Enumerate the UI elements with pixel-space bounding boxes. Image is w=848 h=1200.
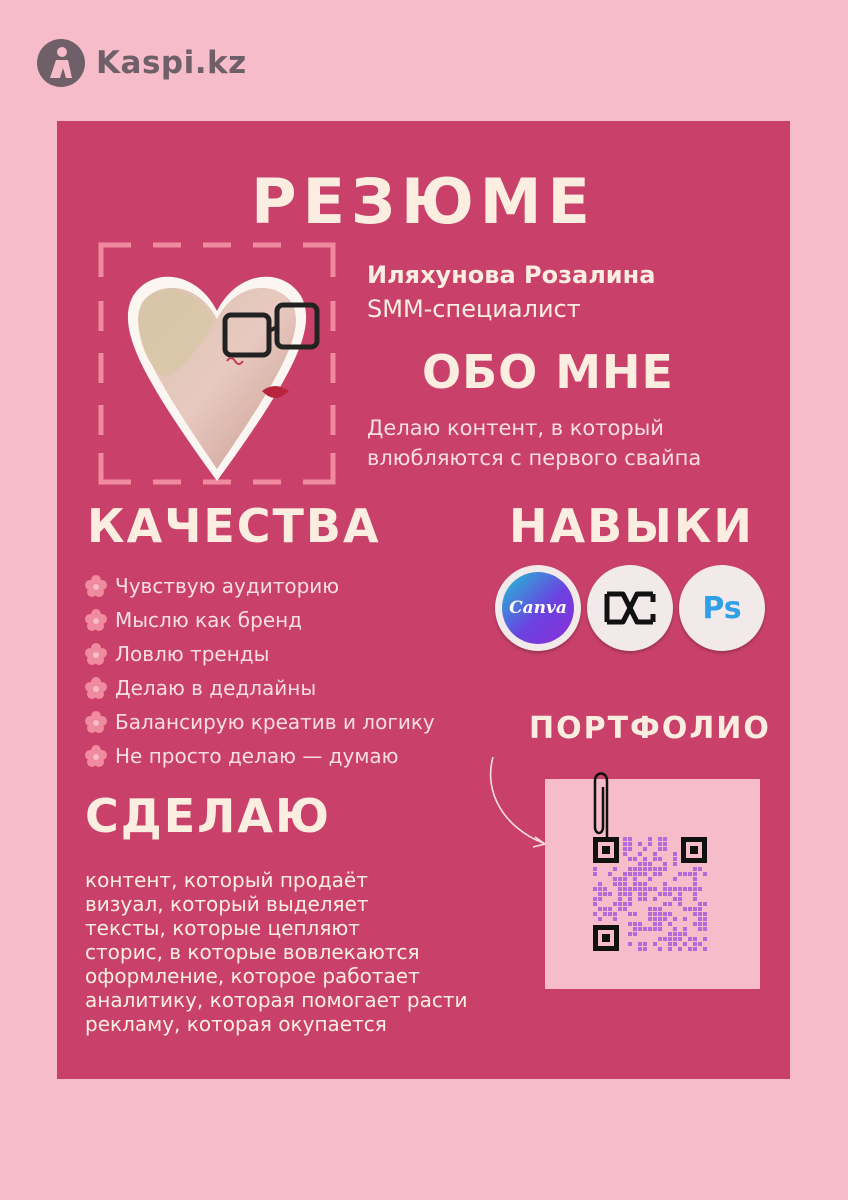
qr-module [598,892,602,896]
heart-photo-icon [97,241,337,486]
qr-module [633,857,637,861]
qr-module [593,912,597,916]
qr-module [668,892,672,896]
qr-module [693,947,697,951]
flower-icon [85,643,107,665]
brand [36,38,247,88]
qr-module [653,887,657,891]
qr-module [683,917,687,921]
qr-module [663,892,667,896]
list-item [85,705,435,739]
qr-module [643,862,647,866]
qr-module [688,887,692,891]
qr-module [653,867,657,871]
qr-code-icon[interactable] [545,779,760,989]
resume-poster [57,121,790,1079]
qr-module [643,847,647,851]
qr-module [688,907,692,911]
qr-module [683,907,687,911]
do-title: СДЕЛАЮ [85,789,331,843]
qr-module [703,927,707,931]
qr-module [693,937,697,941]
qr-module [693,877,697,881]
qr-module [663,842,667,846]
qr-module [593,897,597,901]
qr-module [633,887,637,891]
qr-module [683,887,687,891]
qr-module [613,902,617,906]
qr-module [683,927,687,931]
qr-module [653,857,657,861]
qr-module [678,872,682,876]
qr-module [623,887,627,891]
qr-module [623,837,627,841]
qr-module [638,872,642,876]
qr-module [598,907,602,911]
qr-module [613,917,617,921]
qr-module [623,847,627,851]
qr-module [643,947,647,951]
qr-module [618,882,622,886]
qr-module [703,922,707,926]
qr-module [623,882,627,886]
qr-module [663,867,667,871]
flower-icon [85,711,107,733]
qr-module [678,897,682,901]
qr-module [663,882,667,886]
qr-module [703,902,707,906]
qr-module [648,867,652,871]
qr-module [663,912,667,916]
flower-icon [85,609,107,631]
qr-module [603,912,607,916]
qr-module [633,872,637,876]
qr-module [628,942,632,946]
qr-module [638,887,642,891]
qr-module [658,872,662,876]
quality-label: Чувствую аудиторию [115,574,340,598]
qr-module [653,942,657,946]
do-list [85,868,468,1036]
qr-module [693,867,697,871]
qr-module [698,922,702,926]
flower-icon [85,575,107,597]
qr-module [628,902,632,906]
qr-module [663,847,667,851]
qr-module [618,877,622,881]
qr-module [628,897,632,901]
qr-module [653,917,657,921]
qr-module [643,887,647,891]
qr-module [608,912,612,916]
list-item [85,671,435,705]
about-title: ОБО МНЕ [422,345,674,399]
resume-title: РЕЗЮМЕ [251,165,596,238]
qr-module [593,887,597,891]
qr-module [613,882,617,886]
qr-module [698,942,702,946]
capcut-icon [587,565,673,651]
qr-module [663,862,667,866]
qr-module [673,862,677,866]
qr-module [618,887,622,891]
about-text: Делаю контент, в который влюбляются с первого свайпа [367,416,702,470]
qr-module [638,867,642,871]
qr-module [693,872,697,876]
qr-module [638,892,642,896]
qr-module [703,947,707,951]
qr-module [688,947,692,951]
qr-module [693,882,697,886]
qr-module [658,837,662,841]
ps-label: Ps [702,590,742,626]
qr-module [593,867,597,871]
qr-module [693,907,697,911]
qr-module [633,912,637,916]
qr-module [638,947,642,951]
qr-module [643,882,647,886]
qr-module [673,877,677,881]
qr-module [643,867,647,871]
qr-module [698,907,702,911]
qr-module [683,872,687,876]
qr-module [618,892,622,896]
qr-module [613,912,617,916]
list-item: сторис, в которые вовлекаются [85,940,420,964]
qr-module [633,932,637,936]
list-item [85,739,435,773]
qr-module [673,942,677,946]
qr-module [678,902,682,906]
qr-module [693,892,697,896]
qr-module [673,917,677,921]
qr-module [603,892,607,896]
qr-module [608,892,612,896]
qr-module [658,847,662,851]
qr-module [658,947,662,951]
qr-module [633,927,637,931]
quality-label: Балансирую креатив и логику [115,710,435,734]
qr-module [658,937,662,941]
qr-module [653,922,657,926]
qr-module [648,887,652,891]
list-item: аналитику, которая помогает расти [85,988,468,1012]
qr-module [608,872,612,876]
photoshop-icon [679,565,765,651]
qr-module [598,882,602,886]
qr-module [648,927,652,931]
qr-module [628,912,632,916]
qr-module [643,872,647,876]
qr-module [618,897,622,901]
qr-module [688,872,692,876]
qr-module [648,877,652,881]
capcut-glyph [603,588,657,628]
qr-module [623,902,627,906]
qr-module [623,852,627,856]
qr-module [608,907,612,911]
qr-module [648,837,652,841]
qr-module [648,907,652,911]
qr-module [668,942,672,946]
qr-module [643,942,647,946]
qr-module [663,837,667,841]
qr-module [673,852,677,856]
list-item [85,603,435,637]
flower-icon [85,677,107,699]
qr-module [613,867,617,871]
qr-module [678,947,682,951]
qr-module [703,872,707,876]
qr-module [698,887,702,891]
qr-module [658,912,662,916]
qr-module [668,887,672,891]
list-item [85,637,435,671]
qr-module [673,857,677,861]
qr-module [658,842,662,846]
qr-module [613,877,617,881]
qr-module [628,842,632,846]
qr-module [638,882,642,886]
qr-module [673,937,677,941]
qr-module [658,867,662,871]
qr-module [628,867,632,871]
qr-module [648,917,652,921]
list-item [85,569,435,603]
qr-module [633,877,637,881]
qr-module [653,907,657,911]
qr-module [618,907,622,911]
qr-module [658,892,662,896]
qr-module [673,932,677,936]
qr-module [643,927,647,931]
candidate-role: SMM-специалист [367,295,581,323]
qr-module [703,937,707,941]
qr-module [673,897,677,901]
qr-module [628,837,632,841]
qr-module [593,902,597,906]
qr-module [673,927,677,931]
qr-module [628,892,632,896]
paperclip-icon [589,767,621,843]
qr-module [658,922,662,926]
qr-module [618,902,622,906]
qr-module [623,877,627,881]
qr-module [698,867,702,871]
qr-module [633,867,637,871]
qr-module [693,942,697,946]
portfolio-title: ПОРТФОЛИО [529,711,771,746]
qr-module [653,912,657,916]
qr-module [628,857,632,861]
qr-module [638,922,642,926]
skills-title: НАВЫКИ [509,499,754,553]
qr-module [653,872,657,876]
qr-module [623,842,627,846]
qr-module [658,907,662,911]
qr-module [623,907,627,911]
qr-module [653,852,657,856]
candidate-name: Иляхунова Розалина [367,261,656,289]
qr-module [648,842,652,846]
qr-module [628,872,632,876]
qr-module [668,912,672,916]
qr-module [638,942,642,946]
list-item: рекламу, которая окупается [85,1012,387,1036]
qr-module [658,927,662,931]
qr-module [693,922,697,926]
qr-module [703,917,707,921]
flower-icon [85,745,107,767]
qr-module [648,912,652,916]
list-item: контент, который продаёт [85,868,368,892]
qr-module [678,892,682,896]
qr-module [643,897,647,901]
qr-module [668,922,672,926]
qr-module [653,927,657,931]
qr-module [628,847,632,851]
qr-module [628,887,632,891]
qr-module [693,887,697,891]
qr-card[interactable] [545,779,760,989]
qr-module [628,932,632,936]
qr-module [678,937,682,941]
qr-module [703,912,707,916]
qr-module [698,912,702,916]
qr-module [593,872,597,876]
qr-module [698,927,702,931]
qr-module [638,862,642,866]
qr-module [663,937,667,941]
qr-module [598,887,602,891]
qr-module [648,862,652,866]
kaspi-logo-icon [36,38,86,88]
qr-module [598,917,602,921]
qr-module [603,907,607,911]
qr-module [678,932,682,936]
qr-module [653,897,657,901]
qr-module [638,842,642,846]
canva-label: Canva [502,572,574,644]
qr-module [638,927,642,931]
qr-module [683,932,687,936]
quality-label: Мыслю как бренд [115,608,303,632]
qr-module [628,922,632,926]
qr-module [658,857,662,861]
qr-module [683,942,687,946]
qr-module [633,922,637,926]
list-item: тексты, которые цепляют [85,916,360,940]
qr-module [688,937,692,941]
qr-module [668,902,672,906]
qr-module [698,917,702,921]
skills-icons [495,565,765,651]
qr-module [668,947,672,951]
qr-module [643,892,647,896]
list-item: оформление, которое работает [85,964,420,988]
qr-module [663,917,667,921]
qr-module [658,917,662,921]
qr-module [598,897,602,901]
qr-module [693,897,697,901]
qr-module [663,887,667,891]
qr-module [603,887,607,891]
quality-label: Ловлю тренды [115,642,270,666]
qr-module [623,872,627,876]
qr-module [668,932,672,936]
qr-module [663,902,667,906]
qr-module [638,897,642,901]
qr-module [633,882,637,886]
quality-label: Не просто делаю — думаю [115,744,399,768]
qualities-list [85,569,435,773]
brand-name: Kaspi.kz [96,45,247,81]
qr-module [623,892,627,896]
qr-module [638,852,642,856]
qr-module [693,912,697,916]
qr-module [673,887,677,891]
qr-module [698,902,702,906]
qr-module [678,887,682,891]
qr-module [668,937,672,941]
canva-icon [495,565,581,651]
qr-module [643,857,647,861]
quality-label: Делаю в дедлайны [115,676,317,700]
list-item: визуал, который выделяет [85,892,369,916]
qualities-title: КАЧЕСТВА [87,499,381,553]
